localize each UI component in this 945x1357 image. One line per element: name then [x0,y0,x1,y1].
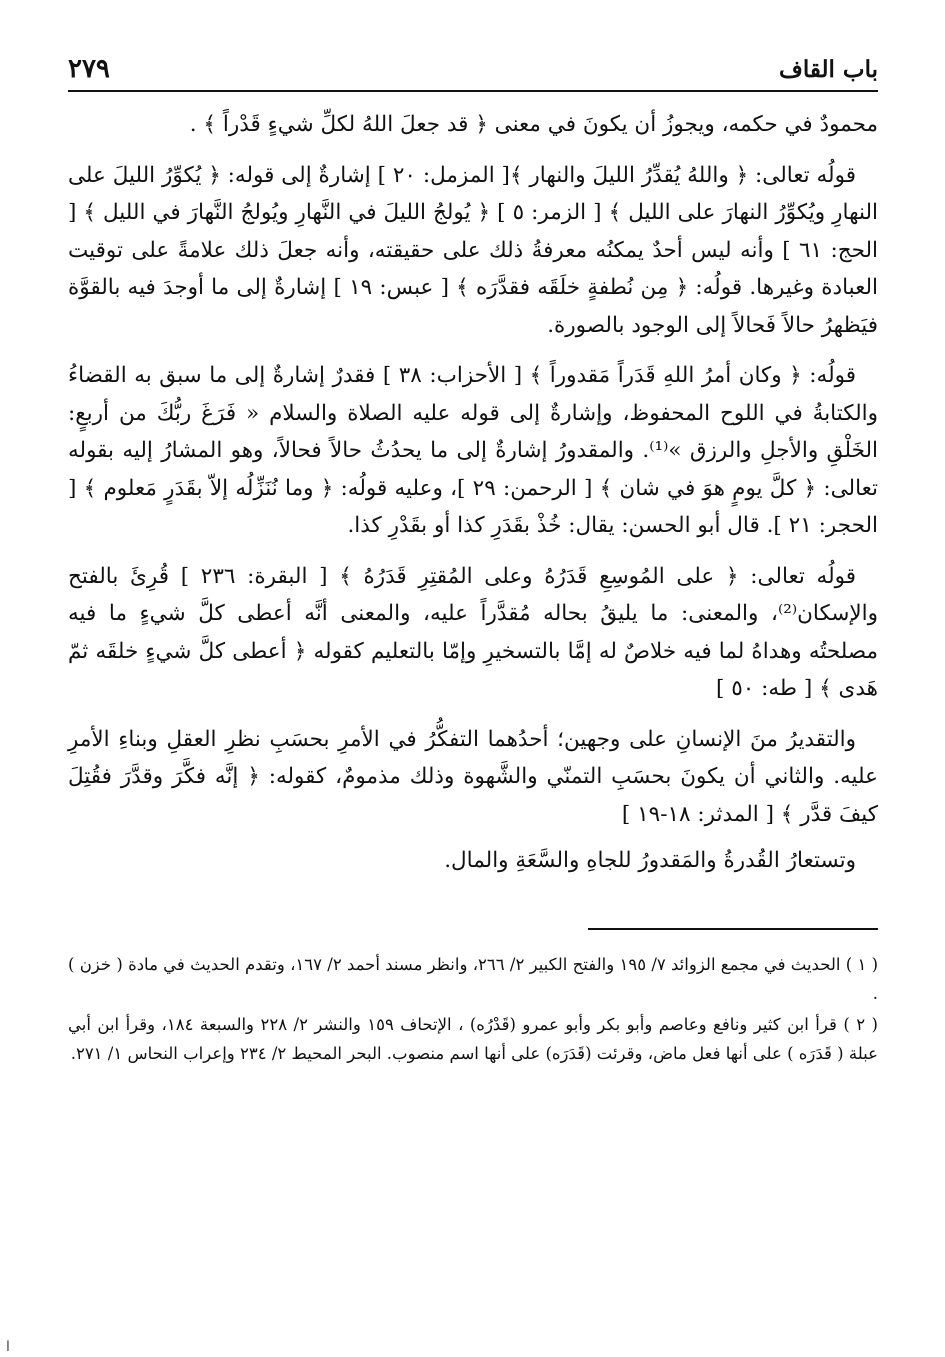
main-text [68,106,878,880]
paragraph: قولُه: ﴿ وكان أمرُ اللهِ قَدَراً مَقدوراً ﴾ [ الأحزاب: ٣٨ ] فقدرٌ إشارةٌ إلى ما سبق به القضاءُ والكتابةُ في اللوح المحفوظ، وإشارةٌ إلى قوله عليه الصلاة والسلام « فَرَغَ ربُّكَ من أربعٍ: الخَلْقِ والأجلِ والرزق »⁽¹⁾. والمقدورُ إشارةٌ إلى ما يحدُثُ حالاً فحالاً، وهو المشارُ إليه بقوله تعالى: ﴿ كلَّ يومٍ هوَ في شان ﴾ [ الرحمن: ٢٩ ]، وعليه قولُه: ﴿ وما نُنَزِّلُه إلاّ بقَدَرٍ مَعلوم ﴾ [ الحجر: ٢١ ]. قال أبو الحسن: يقال: خُذْ بقَدَرِ كذا أو بقَدْرِ كذا. [68,363,879,538]
page-number: ٢٧٩ [68,54,110,84]
paragraph: محمودٌ في حكمه، ويجوزُ أن يكونَ في معنى ﴿ قد جعلَ اللهُ لكلِّ شيءٍ قَدْراً ﴾ . [189,112,878,137]
paragraph: وتستعارُ القُدرةُ والمَقدورُ للجاهِ والسَّعَةِ والمال. [444,848,856,873]
chapter-title: باب القاف [779,56,878,83]
paragraph: والتقديرُ منَ الإنسانِ على وجهين؛ أحدُهما التفكُّرُ في الأمرِ بحسَبِ نظرِ العقلِ وبناءِ الأمرِ عليه. والثاني أن يكونَ بحسَبِ التمنّي والشَّهوة وذلك مذمومٌ، كقوله: ﴿ إنَّه فكَّرَ وقدَّرَ فقُتِلَ كيفَ قدَّر ﴾ [ المدثر: ١٨-١٩ ] [68,726,878,827]
paragraph: قولُه تعالى: ﴿ واللهُ يُقدِّرُ الليلَ والنهار ﴾[ المزمل: ٢٠ ] إشارةٌ إلى قوله: ﴿ يُكوِّرُ الليلَ على النهارِ ويُكوِّرُ النهارَ على الليل ﴾ [ الزمر: ٥ ] ﴿ يُولجُ الليلَ في النَّهارِ ويُولجُ النَّهارَ في الليل ﴾ [ الحج: ٦١ ] وأنه ليس أحدٌ يمكنُه معرفةُ ذلك على حقيقته، وأنه جعلَ ذلك علامةً على توقيت العبادة وغيرها. قولُه: ﴿ مِن نُطفةٍ خلَقَه فقدَّرَه ﴾ [ عبس: ١٩ ] إشارةٌ إلى ما أوجدَ فيه بالقوَّة فيَظهرُ حالاً فَحالاً إلى الوجود بالصورة. [68,162,879,338]
footnote-separator [588,928,878,930]
margin-mark: ا [6,1339,10,1355]
footnotes [68,950,878,1068]
page-header [68,40,878,92]
book-page [68,40,878,1340]
footnote: ( ١ ) الحديث في مجمع الزوائد ٧/ ١٩٥ والفتح الكبير ٢/ ٢٦٦، وانظر مسند أحمد ٢/ ١٦٧، وتقدم الحديث في مادة ( خزن ) . [68,954,879,1003]
footnote: ( ٢ ) قرأ ابن كثير ونافع وعاصم وأبو بكر وأبو عمرو (قَدْرُه) ، الإتحاف ١٥٩ والنشر ٢/ ٢٢٨ والسبعة ١٨٤، وقرأ ابن أبي عبلة ( قَدَرَه ) على أنها فعل ماض، وقرئت (قَدَرَه) على أنها اسم منصوب. البحر المحيط ٢/ ٢٣٤ وإعراب النحاس ١/ ٢٧١. [68,1014,878,1063]
paragraph: قولُه تعالى: ﴿ على المُوسِعِ قَدَرُهُ وعلى المُقتِرِ قَدَرُهُ ﴾ [ البقرة: ٢٣٦ ] قُرِئَ بالفتح والإسكان⁽²⁾، والمعنى: ما يليقُ بحاله مُقدَّراً عليه، والمعنى أنَّه أعطى كلَّ شيءٍ ما فيه مصلحتُه وهداهُ لما فيه خلاصٌ له إمَّا بالتسخيرِ وإمّا بالتعليم كقوله ﴿ أعطى كلَّ شيءٍ خلقَه ثمّ هَدى ﴾ [ طه: ٥٠ ] [68,563,878,701]
